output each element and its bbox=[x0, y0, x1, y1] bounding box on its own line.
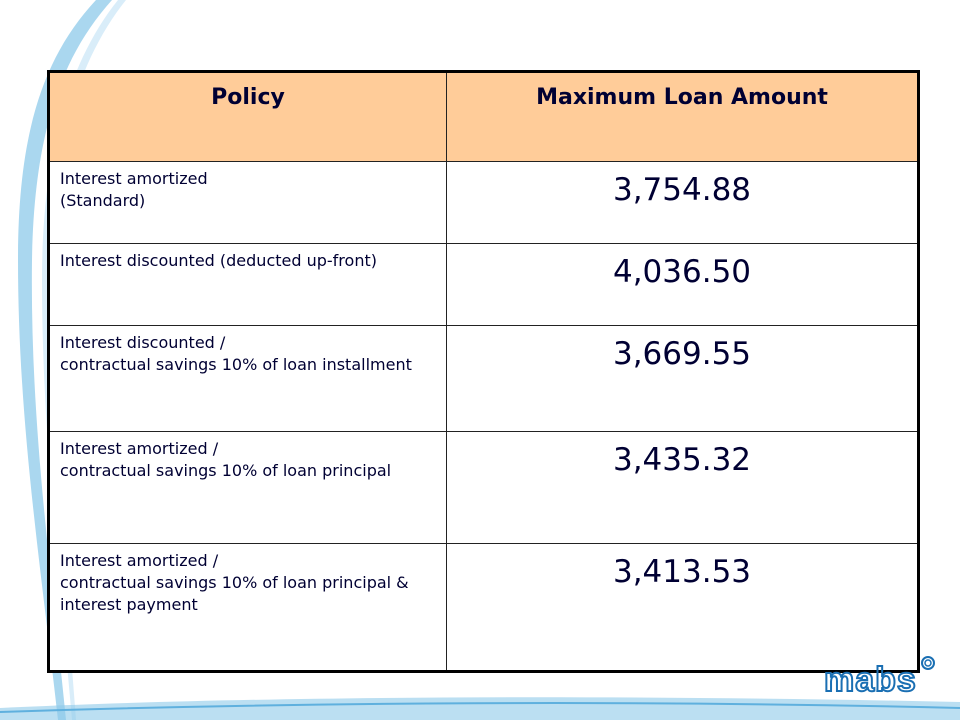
loan-policy-table bbox=[47, 70, 920, 673]
policy-line: Interest amortized bbox=[60, 169, 208, 188]
table-row bbox=[49, 543, 919, 671]
table-row bbox=[49, 244, 919, 326]
mabs-logo bbox=[822, 655, 940, 697]
table-row bbox=[49, 431, 919, 543]
policy-line: contractual savings 10% of loan principal bbox=[60, 460, 392, 480]
policy-line: Interest amortized / bbox=[60, 550, 219, 570]
policy-cell bbox=[49, 244, 447, 326]
amount-cell: 3,435.32 bbox=[447, 431, 919, 543]
policy-cell bbox=[49, 543, 447, 671]
policy-line: contractual savings 10% of loan installment bbox=[60, 355, 412, 375]
policy-line: Interest discounted / bbox=[60, 333, 226, 353]
policy-line: (Standard) bbox=[60, 191, 146, 210]
logo-swirl bbox=[922, 657, 934, 669]
logo-text: mabs bbox=[824, 661, 917, 697]
policy-line: contractual savings 10% of loan principal & interest payment bbox=[60, 572, 409, 614]
header-policy: Policy bbox=[49, 72, 447, 162]
table-row bbox=[49, 162, 919, 244]
policy-cell bbox=[49, 162, 447, 244]
amount-cell: 3,669.55 bbox=[447, 326, 919, 431]
header-max-loan-amount: Maximum Loan Amount bbox=[447, 72, 919, 162]
policy-cell bbox=[49, 431, 447, 543]
policy-cell bbox=[49, 326, 447, 431]
policy-line: Interest discounted (deducted up-front) bbox=[60, 251, 377, 271]
policy-line: Interest amortized / bbox=[60, 438, 219, 458]
table-row bbox=[49, 326, 919, 431]
amount-cell: 3,754.88 bbox=[447, 162, 919, 244]
amount-cell: 4,036.50 bbox=[447, 244, 919, 326]
table-header-row bbox=[49, 72, 919, 162]
amount-cell: 3,413.53 bbox=[447, 543, 919, 671]
